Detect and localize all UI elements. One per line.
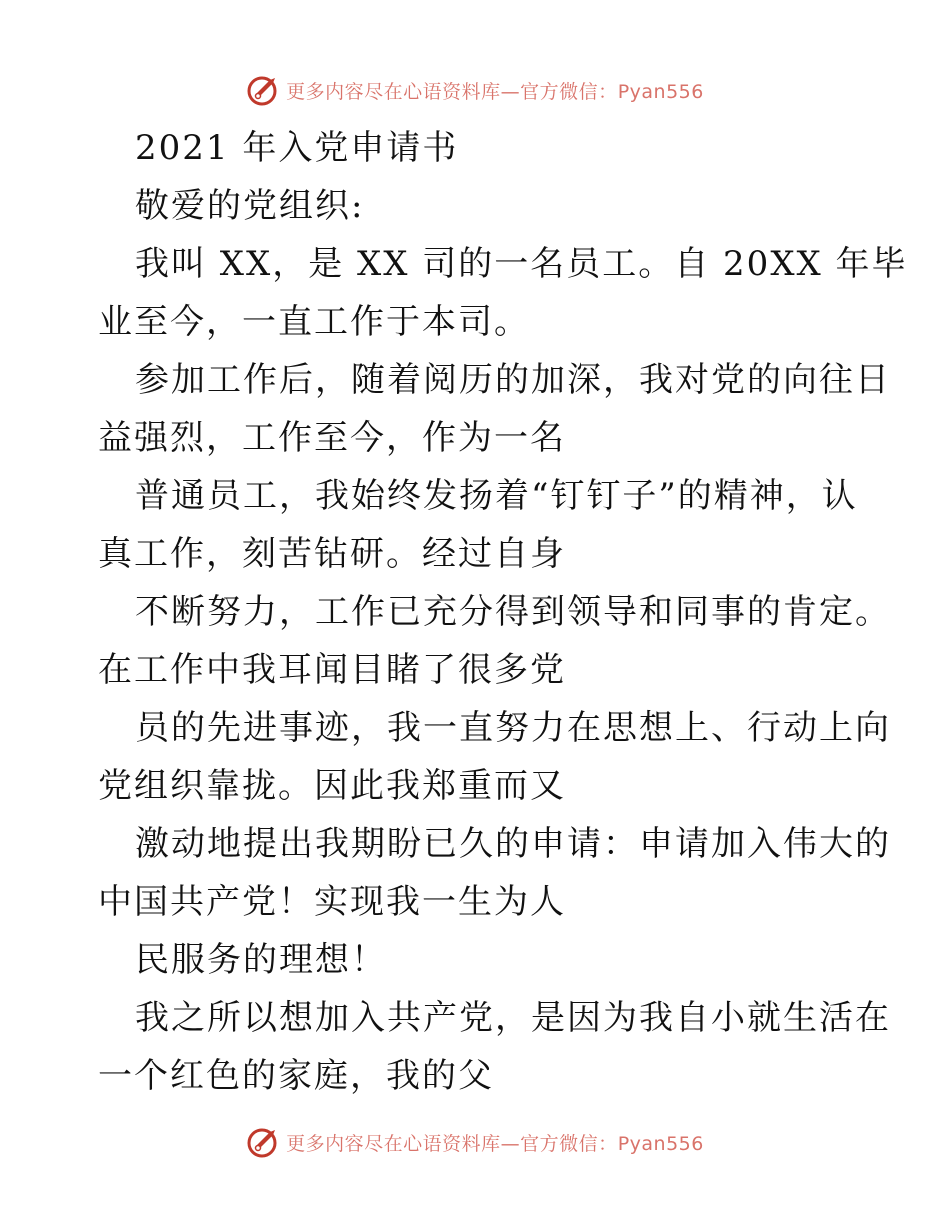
watermark-contact: 官方微信： [520,1132,618,1155]
pen-logo-icon [246,1124,282,1160]
watermark-contact: 官方微信： [520,80,618,103]
text-line: 参加工作后，随着阅历的加深，我对党的向往日 [135,360,891,400]
watermark-separator: — [500,80,521,103]
watermark-handle: Pyan556 [617,80,704,103]
watermark-text [286,1129,704,1156]
text-line: 中国共产党！实现我一生为人 [98,882,566,922]
footer-watermark [0,1122,950,1162]
text-line: 普通员工，我始终发扬着“钉钉子”的精神，认 [135,476,858,516]
text-line: 党组织靠拢。因此我郑重而又 [98,766,566,806]
text-line: 一个红色的家庭，我的父 [98,1056,494,1096]
document-title: 2021 年入党申请书 [135,128,459,168]
text-line: 民服务的理想！ [135,940,387,980]
greeting: 敬爱的党组织: [135,186,365,226]
text-line: 我之所以想加入共产党，是因为我自小就生活在 [135,998,891,1038]
header-watermark [0,70,950,110]
text-line: 激动地提出我期盼已久的申请：申请加入伟大的 [135,824,891,864]
text-line: 在工作中我耳闻目睹了很多党 [98,650,566,690]
text-line: 员的先进事迹，我一直努力在思想上、行动上向 [135,708,891,748]
text-line: 业至今，一直工作于本司。 [98,302,530,342]
text-line: 不断努力，工作已充分得到领导和同事的肯定。 [135,592,891,632]
watermark-main: 更多内容尽在心语资料库 [286,80,501,103]
text-line: 真工作，刻苦钻研。经过自身 [98,534,566,574]
text-line: 益强烈，工作至今，作为一名 [98,418,566,458]
watermark-separator: — [500,1132,521,1155]
watermark-text [286,77,704,104]
pen-logo-icon [246,72,282,108]
watermark-main: 更多内容尽在心语资料库 [286,1132,501,1155]
watermark-handle: Pyan556 [617,1132,704,1155]
text-line: 我叫 XX，是 XX 司的一名员工。自 20XX 年毕 [135,244,908,284]
